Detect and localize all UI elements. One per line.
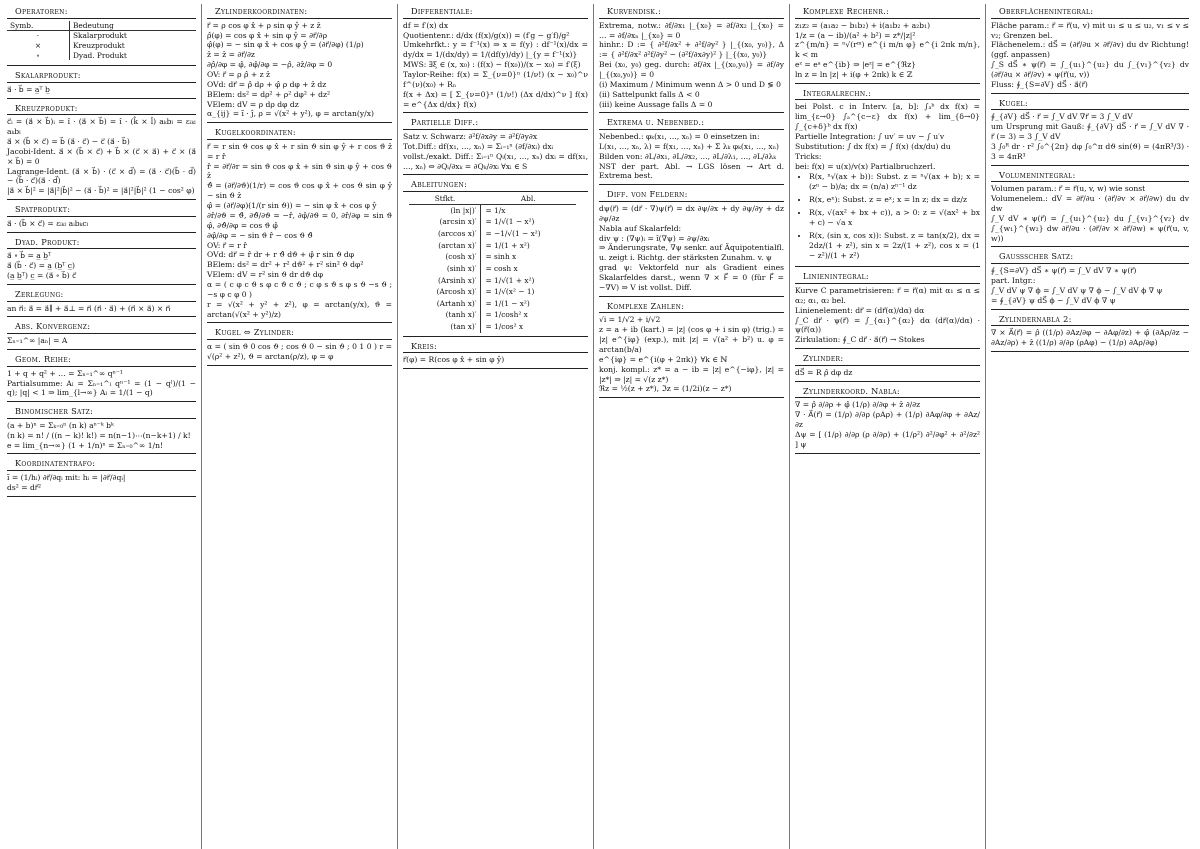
formula-line: MWS: ∃ξ ∈ (x, x₀) : (f(x) − f(x₀))/(x − x₀) = f′(ξ) bbox=[403, 60, 581, 70]
formula-line: Tot.Diff.: df(x₁, …, xₙ) = Σᵢ₌₁ⁿ (∂f/∂xᵢ) dxᵢ bbox=[403, 141, 554, 151]
derivatives-table bbox=[409, 194, 576, 333]
formula-line: VElem: dV = ρ dρ dφ dz bbox=[207, 99, 299, 109]
formula-line: grad ψ: Vektorfeld nur als Gradient eines Skalarfeldes darst., wenn ∇ × F⃗ = 0 (für F⃗ = −∇V) ⇒ V ist vollst. Diff. bbox=[599, 263, 784, 292]
table-cell: × bbox=[7, 41, 69, 51]
table-header: Bedeutung bbox=[69, 21, 196, 31]
section-operatoren bbox=[7, 4, 196, 66]
formula-line: α = ( sin ϑ 0 cos ϑ ; cos ϑ 0 − sin ϑ ; 0 1 0 ) r = √(ρ² + z²), ϑ = arctan(ρ/z), φ = φ bbox=[207, 342, 392, 361]
formula-line: e = lim_{n→∞} (1 + 1/n)ⁿ = Σₙ₌₀^∞ 1/n! bbox=[7, 440, 164, 450]
formula-line: 1 + q + q² + … = Σₙ₌₁^∞ qⁿ⁻¹ bbox=[7, 368, 123, 378]
formula-line: 1/z = (a − ib)/(a² + b²) = z*/|z|² bbox=[795, 30, 916, 40]
formula-line: ∂φ̂/∂φ = − sin ϑ r̂ − cos ϑ ϑ̂ bbox=[207, 230, 313, 240]
formula-line: Quotientenr.: d/dx (f(x)/g(x)) = (f′g − g′f)/g² bbox=[403, 30, 570, 40]
formula-line: dψ(r⃗) = (dr⃗ · ∇)ψ(r⃗) = dx ∂ψ/∂x + dy ∂ψ/∂y + dz ∂ψ/∂z bbox=[599, 204, 784, 223]
table-row bbox=[7, 31, 196, 41]
derivative-function: (Artanh x)′ bbox=[409, 298, 481, 310]
column-2 bbox=[202, 4, 398, 849]
formula-line: |a⃗ × b⃗|² = |a⃗|²|b⃗|² − (a⃗ · b⃗)² = |a⃗|²|b⃗|² (1 − cos² φ) bbox=[7, 186, 195, 196]
formula-line: a⃗ · b⃗ = a̲ᵀ b̲ bbox=[7, 84, 50, 94]
formula-line: bei Polst. c in Interv. [a, b]: ∫ₐᵇ dx f(x) = lim_{ε→0} ∫ₐ^{c−ε} dx f(x) + lim_{δ→0} ∫_{c+δ}ᵇ dx f(x) bbox=[795, 102, 980, 132]
section-title: Koordinatentrafo: bbox=[7, 457, 196, 471]
section-spatprodukt bbox=[7, 202, 196, 233]
formula-line: ∂r̂/∂ϑ = ϑ̂, ∂ϑ̂/∂ϑ = −r̂, ∂φ̂/∂ϑ = 0, ∂r̂/∂φ = sin ϑ φ̂, ∂ϑ̂/∂φ = cos ϑ φ̂ bbox=[207, 210, 392, 230]
section-title: Skalarprodukt: bbox=[7, 69, 196, 83]
section-integralrechn bbox=[795, 86, 980, 268]
formula-line: ∮_{S=∂V} dS⃗ ∗ ψ(r⃗) = ∫_V dV ∇ ∗ ψ(r⃗) bbox=[991, 266, 1137, 276]
column-3 bbox=[398, 4, 594, 849]
section-zylindernabla-2 bbox=[991, 312, 1189, 352]
formula-line: Flächenelem.: dS⃗ = (∂r⃗/∂u × ∂r⃗/∂v) du dv Richtung! (ggf. anpassen) bbox=[991, 40, 1189, 60]
section-komplexe-rechenr bbox=[795, 4, 980, 84]
formula-line: BElem: ds² = dρ² + ρ² dφ² + dz² bbox=[207, 89, 331, 99]
formula-line: Taylor-Reihe: f(x) = Σ_{ν=0}ⁿ (1/ν!) (x − x₀)^ν f^(ν)(x₀) + Rₙ bbox=[403, 69, 588, 89]
section-title: Ableitungen: bbox=[403, 178, 588, 192]
derivative-result: = 1/cosh² x bbox=[485, 310, 528, 320]
section-volumenintegral bbox=[991, 168, 1189, 248]
derivative-result: = −1/√(1 − x²) bbox=[485, 229, 541, 239]
formula-line: Extrema, notw.: ∂f/∂x₁ |_{x₀} = ∂f/∂x₂ |_{x₀} = … = ∂f/∂xₙ |_{x₀} = 0 bbox=[599, 20, 784, 40]
tricks-list bbox=[795, 172, 980, 260]
formula-line: φ̂(φ) = − sin φ x̂ + cos φ ŷ = (∂r⃗/∂φ) (1/ρ) bbox=[207, 40, 364, 50]
section-kugel bbox=[991, 96, 1189, 166]
section-title: Zylinderkoord. Nabla: bbox=[795, 385, 980, 399]
table-row bbox=[409, 263, 576, 275]
tricks-label: Tricks: bbox=[795, 151, 822, 161]
formula-line: (iii) keine Aussage falls Δ = 0 bbox=[599, 99, 713, 109]
formula-line: a⃗ · (b⃗ × c⃗) = εᵢₖₗ aᵢbₖcₗ bbox=[7, 218, 89, 228]
formula-line: ∇ = ρ̂ ∂/∂ρ + φ̂ (1/ρ) ∂/∂φ + ẑ ∂/∂z bbox=[795, 400, 921, 410]
formula-line: dS⃗ = R ρ̂ dφ dz bbox=[795, 367, 853, 377]
section-title: Komplexe Zahlen: bbox=[599, 300, 784, 314]
section-ableitungen bbox=[403, 177, 588, 336]
formula-line: ℜz = ½(z + z*), ℑz = (1/2i)(z − z*) bbox=[599, 384, 732, 394]
section-extrema-u-nebenbed bbox=[599, 115, 784, 185]
section-kugel-zylinder bbox=[207, 325, 392, 365]
formula-line: ϑ̂ = (∂r⃗/∂ϑ)(1/r) = cos ϑ cos φ x̂ + cos ϑ sin φ ŷ − sin ϑ ẑ bbox=[207, 181, 392, 201]
section-title: Linienintegral: bbox=[795, 270, 980, 284]
formula-line: konj. kompl.: z* = a − ib = |z| e^{−iφ}, |z| = |z*| ⇒ |z| = √(z z*) bbox=[599, 364, 784, 384]
table-row bbox=[409, 204, 576, 216]
derivative-result: = 1/(1 − x²) bbox=[485, 298, 530, 308]
section-zylinder bbox=[795, 351, 980, 382]
section-diff-von-feldern bbox=[599, 187, 784, 296]
derivative-function: (tanh x)′ bbox=[409, 309, 481, 321]
derivative-result: = cosh x bbox=[485, 263, 518, 273]
derivative-result: = 1/x bbox=[485, 205, 506, 215]
section-title: Kreis: bbox=[403, 340, 588, 354]
formula-line: vollst./exakt. Diff.: Σᵢ₌₁ⁿ Qᵢ(x₁, …, xₙ) dxᵢ = df(x₁, …, xₙ) ⇔ ∂Qᵢ/∂xₖ = ∂Qₖ/∂xᵢ ∀xᵢ ∈ S bbox=[403, 151, 588, 171]
formula-line: OVd: dr⃗ = r̂ dr + r ϑ̂ dϑ + φ̂ r sin ϑ dφ bbox=[207, 250, 355, 260]
formula-line: Σₙ₌₁^∞ |aₙ| = A bbox=[7, 336, 68, 346]
section-skalarprodukt bbox=[7, 68, 196, 99]
formula-line: α = ( c φ c ϑ s φ c ϑ c ϑ ; c φ s ϑ s φ s ϑ −s ϑ ; −s φ c φ 0 ) bbox=[207, 279, 392, 299]
formula-line: L(x₁, …, xₙ, λ) = f(x₁, …, xₙ) + Σ λₖ φₖ(x₁, …, xₙ) bbox=[599, 141, 779, 151]
formula-line: Umkehrfkt.: y = f⁻¹(x) ⇒ x = f(y) : df⁻¹(x)/dx = dy/dx = 1/(dx/dy) = 1/(df(y)/dy) |_{y = f⁻¹(x)} bbox=[403, 40, 588, 60]
column-6 bbox=[986, 4, 1194, 849]
section-title: Extrema u. Nebenbed.: bbox=[599, 116, 784, 130]
table-row bbox=[7, 41, 196, 51]
section-title: Volumenintegral: bbox=[991, 169, 1189, 183]
formula-line: Nebenbed.: φₖ(x₁, …, xₙ) = 0 einsetzen in: bbox=[599, 132, 760, 142]
formula-line: ∂ρ̂/∂φ = φ̂, ∂φ̂/∂φ = −ρ̂, ∂ẑ/∂φ = 0 bbox=[207, 60, 333, 70]
section-title: Oberflächenintegral: bbox=[991, 5, 1189, 19]
section-dyad-produkt bbox=[7, 235, 196, 285]
section-title: Zylinder: bbox=[795, 352, 980, 366]
formula-line: ĩ = (1/hᵢ) ∂r⃗/∂qᵢ mit: hᵢ = |∂r⃗/∂qᵢ| bbox=[7, 473, 126, 483]
formula-line: ⇒ Änderungsrate, ∇ψ senkr. auf Äquipotentialfl. u. zeigt i. Richtg. der stärksten Zunahm. v. ψ bbox=[599, 243, 784, 263]
section-partielle-diff bbox=[403, 115, 588, 175]
table-row bbox=[409, 216, 576, 228]
formula-line: Linienelement: dr⃗ = (dr⃗(α)/dα) dα bbox=[795, 305, 925, 315]
formula-line: NST der part. Abl. → LGS lösen → Art d. Extrema best. bbox=[599, 161, 784, 181]
formula-line: Δψ = [ (1/ρ) ∂/∂ρ (ρ ∂/∂ρ) + (1/ρ²) ∂²/∂φ² + ∂²/∂z² ] ψ bbox=[795, 429, 980, 449]
section-binomischer-satz bbox=[7, 404, 196, 454]
section-kugelkoordinaten bbox=[207, 125, 392, 323]
derivative-result: = 1/cos² x bbox=[485, 322, 524, 332]
section-title: Partielle Diff.: bbox=[403, 116, 588, 130]
table-row bbox=[409, 321, 576, 333]
formula-line: Nabla auf Skalarfeld: bbox=[599, 223, 682, 233]
section-gau-scher-satz bbox=[991, 249, 1189, 309]
section-title: Diff. von Feldern: bbox=[599, 188, 784, 202]
formula-line: BElem: ds² = dr² + r² dϑ² + r² sin² ϑ dφ² bbox=[207, 260, 364, 270]
table-row bbox=[7, 51, 196, 61]
section-differentiale bbox=[403, 4, 588, 113]
formula-line: ∫_V dV ∗ ψ(r⃗) = ∫_{u₁}^{u₂} du ∫_{v₁}^{v₂} dv ∫_{w₁}^{w₂} dw ∂r⃗/∂u · (∂r⃗/∂v × ∂r⃗/∂w) ∗ ψ(r⃗(u, v, w)) bbox=[991, 213, 1189, 243]
section-title: Gaußscher Satz: bbox=[991, 250, 1189, 264]
formula-line: Partialsumme: Aₗ = Σₙ₌₁^ₗ qⁿ⁻¹ = (1 − qˡ)/(1 − q); |q| < 1 ⇒ lim_{l→∞} Aₗ = 1/(1 − q) bbox=[7, 378, 196, 398]
section-title: Kugel ⇔ Zylinder: bbox=[207, 326, 392, 340]
operators-table bbox=[7, 21, 196, 61]
formula-line: √i = 1/√2 + i/√2 bbox=[599, 315, 661, 325]
table-row bbox=[409, 240, 576, 252]
trick-item: • R(x, ⁿ√(ax + b)): Subst. z = ⁿ√(ax + b); x = (zⁿ − b)/a; dx = (n/a) zⁿ⁻¹ dz bbox=[809, 172, 980, 192]
derivative-function: (Arcosh x)′ bbox=[409, 286, 481, 298]
section-kreuzprodukt bbox=[7, 101, 196, 201]
derivative-function: (sinh x)′ bbox=[409, 263, 481, 275]
table-row bbox=[409, 298, 576, 310]
section-oberfl-chenintegral bbox=[991, 4, 1189, 94]
formula-line: Fluss: ∮_{S=∂V} dS⃗ · a⃗(r⃗) bbox=[991, 79, 1088, 89]
formula-line: e^{iφ} = e^{i(φ + 2πk)} ∀k ∈ ℕ bbox=[599, 354, 728, 364]
table-cell: Skalarprodukt bbox=[72, 31, 127, 41]
derivative-result: = 1/√(1 + x²) bbox=[485, 275, 535, 285]
section-title: Kreuzprodukt: bbox=[7, 102, 196, 116]
section-title: Operatoren: bbox=[7, 5, 196, 19]
formula-line: r⃗ = ρ cos φ x̂ + ρ sin φ ŷ + z ẑ bbox=[207, 20, 321, 30]
formula-line: z^{m/n} = ⁿ√(rᵐ) e^{i m/n φ} e^{i 2πk m/n}, k < m bbox=[795, 40, 980, 60]
section-title: Integralrechn.: bbox=[795, 87, 980, 101]
formula-line: OVd: dr⃗ = ρ̂ dρ + φ̂ ρ dφ + ẑ dz bbox=[207, 79, 327, 89]
section-title: Kugel: bbox=[991, 97, 1189, 111]
section-zylinderkoord-nabla bbox=[795, 384, 980, 454]
formula-line: Substitution: ∫ dx f(x) = ∫ f(x) (dx/du) du bbox=[795, 141, 951, 151]
formula-line: ∇ × A⃗(r⃗) = ρ̂ ((1/ρ) ∂Az/∂φ − ∂Aφ/∂z) + φ̂ (∂Aρ/∂z − ∂Az/∂ρ) + ẑ ((1/ρ) ∂/∂ρ (ρAφ) − (1/ρ) ∂Aρ/∂φ) bbox=[991, 328, 1189, 348]
section-title: Dyad. Produkt: bbox=[7, 236, 196, 250]
section-komplexe-zahlen bbox=[599, 299, 784, 399]
derivative-function: (Arsinh x)′ bbox=[409, 275, 481, 287]
section-linienintegral bbox=[795, 269, 980, 349]
formula-line: Kurve C parametrisieren: r⃗ = r⃗(α) mit α₁ ≤ α ≤ α₂; α₁, α₂ bel. bbox=[795, 286, 980, 305]
formula-line: c⃗ᵢ = (a⃗ × b⃗)ᵢ = î · (a⃗ × b⃗) = î · (k̂ × l̂) aₖbₗ = εᵢₖₗ aₖbₗ bbox=[7, 117, 196, 137]
formula-line: (a̲ b̲ᵀ) c̲ = (a⃗ ∘ b⃗) c⃗ bbox=[7, 271, 77, 281]
formula-line: Bilden von: ∂L/∂x₁, ∂L/∂x₂, …, ∂L/∂λ₁, …, ∂L/∂λₖ bbox=[599, 151, 777, 161]
formula-line: f(x + Δx) = [ Σ_{ν=0}ⁿ (1/ν!) (Δx d/dx)^ν ] f(x) = e^{Δx d/dx} f(x) bbox=[403, 89, 588, 109]
table-row bbox=[409, 275, 576, 287]
formula-line: Zirkulation: ∮_C dr⃗ · a⃗(r⃗) → Stokes bbox=[795, 335, 925, 345]
formula-line: OV: r⃗ = r r̂ bbox=[207, 240, 247, 250]
formula-line: ẑ = ẑ = ∂r⃗/∂z bbox=[207, 50, 255, 60]
derivative-function: (arctan x)′ bbox=[409, 240, 481, 252]
formula-line: a⃗ (b⃗ · c⃗) = a̲ (b̲ᵀ c̲) bbox=[7, 261, 76, 271]
derivative-function: (cosh x)′ bbox=[409, 251, 481, 263]
formula-line: div ψ : (∇ψ)ᵢ = î(∇ψ) = ∂ψ/∂xᵢ bbox=[599, 233, 710, 243]
formula-line: (a + b)ⁿ = Σₖ₌₀ⁿ (n k) aⁿ⁻ᵏ bᵏ bbox=[7, 420, 114, 430]
table-cell: ∘ bbox=[7, 51, 69, 61]
table-header: Abl. bbox=[481, 194, 576, 204]
formula-line: OV: r⃗ = ρ ρ̂ + z ẑ bbox=[207, 69, 271, 79]
formula-line: ρ̂(φ) = cos φ x̂ + sin φ ŷ = ∂r⃗/∂ρ bbox=[207, 30, 328, 40]
formula-line: Volumen param.: r⃗ = r⃗(u, v, w) wie sonst bbox=[991, 184, 1146, 194]
formula-line: φ̂ = (∂r⃗/∂φ)(1/(r sin ϑ)) = − sin φ x̂ + cos φ ŷ bbox=[207, 201, 377, 211]
formula-line: r = √(x² + y² + z²), φ = arctan(y/x), ϑ = arctan(√(x² + y²)/z) bbox=[207, 299, 392, 319]
section-title: Geom. Reihe: bbox=[7, 353, 196, 367]
formula-line: = ∮_{∂V} ψ dS⃗ ϕ − ∫_V dV ϕ ∇ ψ bbox=[991, 295, 1116, 305]
formula-line: a⃗ × (b⃗ × c⃗) = b⃗ (a⃗ · c⃗) − c⃗ (a⃗ · b⃗) bbox=[7, 137, 130, 147]
formula-line: r⃗(φ) = R(cos φ x̂ + sin φ ŷ) bbox=[403, 355, 505, 365]
formula-line: Fläche param.: r⃗ = r⃗(u, v) mit u₁ ≤ u ≤ u₂, v₁ ≤ v ≤ v₂; Grenzen bel. bbox=[991, 20, 1189, 40]
formula-line: ds² = dr⃗² bbox=[7, 482, 42, 492]
column-4 bbox=[594, 4, 790, 849]
section-kurvendisk bbox=[599, 4, 784, 113]
formula-line: ln z = ln |z| + i(φ + 2πk) k ∈ ℤ bbox=[795, 69, 913, 79]
formula-line: part. Intgr.: bbox=[991, 275, 1036, 285]
formula-line: r⃗ = r sin ϑ cos φ x̂ + r sin ϑ sin φ ŷ + r cos ϑ ẑ = r r̂ bbox=[207, 141, 392, 161]
section-title: Zerlegung: bbox=[7, 288, 196, 302]
derivative-function: (ln |x|)′ bbox=[409, 204, 481, 216]
table-row bbox=[409, 228, 576, 240]
formula-line: α_{ij} = ĩ · ĵ, ρ = √(x² + y²), φ = arctan(y/x) bbox=[207, 109, 374, 119]
derivative-result: = 1/(1 + x²) bbox=[485, 240, 530, 250]
table-header: Stfkt. bbox=[409, 194, 481, 204]
formula-line: (i) Maximum / Minimum wenn Δ > 0 und D ≶ 0 bbox=[599, 79, 781, 89]
section-title: Spatprodukt: bbox=[7, 203, 196, 217]
section-title: Binomischer Satz: bbox=[7, 405, 196, 419]
formula-line: Volumenelem.: dV = ∂r⃗/∂u · (∂r⃗/∂v × ∂r⃗/∂w) du dv dw bbox=[991, 194, 1189, 213]
derivative-function: (arccos x)′ bbox=[409, 228, 481, 240]
section-title: Komplexe Rechenr.: bbox=[795, 5, 980, 19]
table-header: Symb. bbox=[7, 21, 69, 31]
derivative-result: = 1/√(1 − x²) bbox=[485, 217, 535, 227]
formula-line: hinhr.: D := { ∂²f/∂x² + ∂²f/∂y² } |_{(x₀, y₀)}, Δ := { ∂²f/∂x² ∂²f/∂y² − (∂²f/∂x∂y)² } |_{(x₀, y₀)} bbox=[599, 40, 784, 60]
trick-item: • R(x, eˣ): Subst. z = eˣ; x = ln z; dx = dz/z bbox=[809, 195, 980, 205]
formula-line: Bei (x₀, y₀) geg. durch: ∂f/∂x |_{(x₀,y₀)} = ∂f/∂y |_{(x₀,y₀)} = 0 bbox=[599, 60, 784, 79]
formula-line: Jacobi-Ident. a⃗ × (b⃗ × c⃗) + b⃗ × (c⃗ × a⃗) + c⃗ × (a⃗ × b⃗) = 0 bbox=[7, 146, 196, 166]
formula-line: ∇ · A⃗(r⃗) = (1/ρ) ∂/∂ρ (ρAρ) + (1/ρ) ∂Aφ/∂φ + ∂Az/∂z bbox=[795, 410, 980, 430]
table-row bbox=[409, 286, 576, 298]
section-title: Kugelkoordinaten: bbox=[207, 126, 392, 140]
formula-line: a⃗ ∘ b⃗ = a̲ b̲ᵀ bbox=[7, 251, 52, 261]
formula-line: ∫_V dV ψ ∇ ϕ = ∫_V dV ψ ∇ ϕ − ∫_V dV ϕ ∇ ψ bbox=[991, 285, 1163, 295]
formula-line: ∫_C dr⃗ · ψ(r⃗) = ∫_{α₁}^{α₂} dα (dr⃗(α)/dα) · ψ(r⃗(α)) bbox=[795, 315, 980, 335]
section-title: Zylinderkoordinaten: bbox=[207, 5, 392, 19]
section-zylinderkoordinaten bbox=[207, 4, 392, 123]
formula-line: z₁z₂ = (a₁a₂ − b₁b₂) + i(a₁b₂ + a₂b₁) bbox=[795, 20, 931, 30]
formula-line: (n k) = n! / ((n − k)! k!) = n(n−1)⋯(n−k+1) / k! bbox=[7, 430, 191, 440]
section-zerlegung bbox=[7, 287, 196, 318]
section-kreis bbox=[403, 339, 588, 370]
formula-line: z = a + ib (kart.) = |z| (cos φ + i sin φ) (trig.) = |z| e^{iφ} (exp.), mit |z| = √(a² + b²) u. φ = arctan(b/a) bbox=[599, 325, 784, 354]
formula-line: (ii) Sattelpunkt falls Δ < 0 bbox=[599, 89, 700, 99]
formula-line: Partielle Integration: ∫ uv′ = uv − ∫ u′v bbox=[795, 132, 945, 142]
derivative-function: (arcsin x)′ bbox=[409, 216, 481, 228]
formula-line: Lagrange-Ident. (a⃗ × b⃗) · (c⃗ × d⃗) = (a⃗ · c⃗)(b⃗ · d⃗) − (b⃗ · c⃗)(a⃗ · d⃗) bbox=[7, 166, 196, 186]
table-row bbox=[409, 251, 576, 263]
section-geom-reihe bbox=[7, 352, 196, 402]
formula-line: Satz v. Schwarz: ∂²f/∂x∂y = ∂²f/∂y∂x bbox=[403, 132, 538, 142]
formula-line: an n⃗: a⃗ = a⃗∥ + a⃗⊥ = n⃗ (n⃗ · a⃗) + (n⃗ × a⃗) × n⃗ bbox=[7, 303, 171, 313]
section-koordinatentrafo bbox=[7, 456, 196, 496]
table-cell: Dyad. Produkt bbox=[72, 50, 127, 60]
trick-item: • R(x, √(ax² + bx + c)), a > 0: z = √(ax² + bx + c) − √a x bbox=[809, 208, 980, 228]
formula-line: df = f′(x) dx bbox=[403, 20, 449, 30]
derivative-result: = 1/√(x² − 1) bbox=[485, 287, 535, 297]
section-abs-konvergenz bbox=[7, 319, 196, 350]
section-title: Zylindernabla 2: bbox=[991, 313, 1189, 327]
formula-line: um Ursprung mit Gauß: ∮_{∂V} dS⃗ · r⃗ = ∫_V dV ∇ · r⃗ (= 3) = 3 ∫_V dV bbox=[991, 122, 1189, 142]
formula-line: r̂ = ∂r⃗/∂r = sin ϑ cos φ x̂ + sin ϑ sin φ ŷ + cos ϑ ẑ bbox=[207, 161, 392, 181]
formula-line: eᶻ = eᵃ e^{ib} ⇒ |eᶻ| = e^{ℜz} bbox=[795, 60, 917, 70]
trick-item: • R(x, (sin x, cos x)): Subst. z = tan(x/2), dx = 2dz/(1 + z²), sin x = 2z/(1 + z²), cos x = (1 − z²)/(1 + z²) bbox=[809, 231, 980, 261]
table-cell: · bbox=[7, 31, 69, 41]
derivative-function: (tan x)′ bbox=[409, 321, 481, 333]
column-1 bbox=[2, 4, 202, 849]
column-5 bbox=[790, 4, 986, 849]
table-cell: Kreuzprodukt bbox=[72, 40, 125, 50]
table-row bbox=[409, 309, 576, 321]
tricks-intro: bei: f(x) = u(x)/v(x) Partialbruchzerl. bbox=[795, 161, 936, 171]
formula-line: ∮_{∂V} dS⃗ · r⃗ = ∫_V dV ∇r⃗ = 3 ∫_V dV bbox=[991, 112, 1133, 122]
section-title: Abs. Konvergenz: bbox=[7, 320, 196, 334]
formula-line: ∫_S dS⃗ ∗ ψ(r⃗) = ∫_{u₁}^{u₂} du ∫_{v₁}^{v₂} dv (∂r⃗/∂u × ∂r⃗/∂v) ∗ ψ(r⃗(u, v)) bbox=[991, 60, 1189, 79]
section-title: Differentiale: bbox=[403, 5, 588, 19]
derivative-result: = sinh x bbox=[485, 252, 517, 262]
formula-line: 3 ∫₀ᴿ dr · r² ∫₀^{2π} dφ ∫₀^π dϑ sin(ϑ) = (4πR³/3) · 3 = 4πR³ bbox=[991, 141, 1189, 161]
formula-line: VElem: dV = r² sin ϑ dr dϑ dφ bbox=[207, 270, 324, 280]
section-title: Kurvendisk.: bbox=[599, 5, 784, 19]
